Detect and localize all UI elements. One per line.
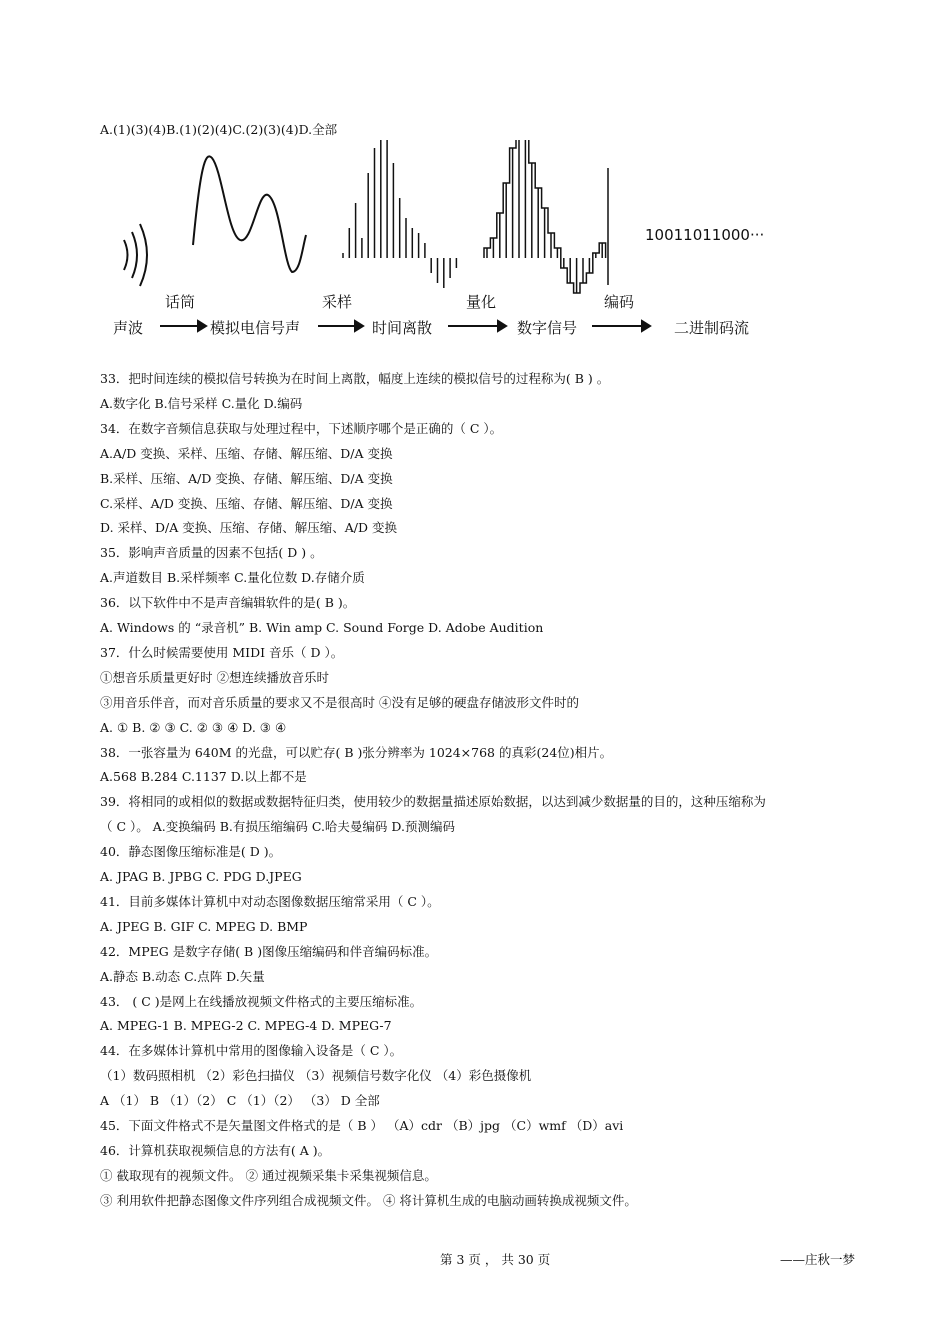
text-line: A.数字化 B.信号采样 C.量化 D.编码 — [100, 395, 303, 411]
text-line: 34．在数字音频信息获取与处理过程中，下述顺序哪个是正确的（ C ）。 — [100, 420, 503, 436]
text-line: 45．下面文件格式不是矢量图文件格式的是（ B ） （A）cdr （B）jpg （C）wmf （D）avi — [100, 1118, 624, 1133]
text-line: A.568 B.284 C.1137 D.以上都不是 — [100, 769, 307, 785]
text-line: ③用音乐伴音，而对音乐质量的要求又不是很高时 ④没有足够的硬盘存储波形文件时的 — [100, 694, 579, 710]
label-sound-wave: 声波 — [113, 319, 144, 337]
text-line: 36．以下软件中不是声音编辑软件的是( B )。 — [100, 595, 356, 611]
binary-stream-label: 10011011000··· — [645, 226, 765, 244]
text-line: A. MPEG-1 B. MPEG-2 C. MPEG-4 D. MPEG-7 — [100, 1018, 392, 1034]
header-options: A.(1)(3)(4)B.(1)(2)(4)C.(2)(3)(4)D.全部 — [100, 122, 338, 137]
text-line: ① 截取现有的视频文件。 ② 通过视频采集卡采集视频信息。 — [100, 1167, 437, 1183]
text-line: D. 采样、D/A 变换、压缩、存储、解压缩、A/D 变换 — [100, 520, 397, 536]
text-line: A （1） B （1）（2） C （1）（2） （3） D 全部 — [100, 1093, 380, 1109]
page-number: 第 3 页 ， 共 30 页 — [440, 1252, 551, 1267]
text-line: ③ 利用软件把静态图像文件序列组合成视频文件。 ④ 将计算机生成的电脑动画转换成视频文件。 — [100, 1192, 637, 1208]
text-line: 35．影响声音质量的因素不包括( D ) 。 — [100, 545, 323, 561]
text-line: 41．目前多媒体计算机中对动态图像数据压缩常采用（ C ）。 — [100, 893, 440, 909]
label-quantization: 量化 — [466, 293, 497, 311]
sampled-signal — [343, 140, 456, 288]
text-line: 38．一张容量为 640M 的光盘，可以贮存( B )张分辨率为 1024×768 的真彩(24位)相片。 — [100, 744, 613, 760]
text-line: 42．MPEG 是数字存储( B )图像压缩编码和伴音编码标准。 — [100, 943, 438, 959]
quantized-signal — [484, 140, 606, 293]
audio-digitization-diagram — [0, 140, 950, 345]
label-analog-signal: 模拟电信号声 — [210, 319, 301, 337]
analog-wave — [193, 156, 306, 272]
text-line: A.静态 B.动态 C.点阵 D.矢量 — [100, 968, 265, 984]
label-microphone: 话筒 — [165, 293, 196, 311]
text-line: （ C ）。 A.变换编码 B.有损压缩编码 C.哈夫曼编码 D.预测编码 — [100, 819, 455, 835]
text-line: 40．静态图像压缩标准是( D )。 — [100, 844, 282, 860]
text-line: ①想音乐质量更好时 ②想连续播放音乐时 — [100, 669, 329, 685]
text-line: 44．在多媒体计算机中常用的图像输入设备是（ C ）。 — [100, 1043, 403, 1059]
label-digital-signal: 数字信号 — [517, 319, 578, 337]
label-encoding: 编码 — [604, 293, 635, 311]
author-signature: ——庄秋一梦 — [780, 1252, 856, 1267]
text-line: 43． ( C )是网上在线播放视频文件格式的主要压缩标准。 — [100, 993, 423, 1009]
text-line: （1）数码照相机 （2）彩色扫描仪 （3）视频信号数字化仪 （4）彩色摄像机 — [100, 1068, 532, 1084]
text-line: A.声道数目 B.采样频率 C.量化位数 D.存储介质 — [100, 570, 365, 586]
text-line: 37．什么时候需要使用 MIDI 音乐（ D ）。 — [100, 644, 344, 660]
text-line: 39．将相同的或相似的数据或数据特征归类，使用较少的数据量描述原始数据，以达到减少数据量的目的，这种压缩称为 — [100, 794, 766, 810]
text-line: A. Windows 的 “录音机” B. Win amp C. Sound Forge D. Adobe Audition — [100, 620, 544, 635]
sound-wave-icon — [124, 224, 147, 286]
label-sampling: 采样 — [322, 293, 353, 311]
text-line: 46．计算机获取视频信息的方法有( A )。 — [100, 1142, 331, 1158]
label-binary-stream: 二进制码流 — [674, 319, 750, 337]
text-line: A.A/D 变换、采样、压缩、存储、解压缩、D/A 变换 — [100, 445, 393, 461]
text-line: 33．把时间连续的模拟信号转换为在时间上离散，幅度上连续的模拟信号的过程称为( B ) 。 — [100, 371, 610, 386]
text-line: A. JPAG B. JPBG C. PDG D.JPEG — [100, 869, 302, 884]
text-line: C.采样、A/D 变换、压缩、存储、解压缩、D/A 变换 — [100, 495, 393, 511]
text-line: A. ① B. ② ③ C. ② ③ ④ D. ③ ④ — [100, 719, 287, 735]
text-line: B.采样、压缩、A/D 变换、存储、解压缩、D/A 变换 — [100, 470, 393, 486]
audio-digitization-figure — [0, 140, 950, 345]
text-line: A. JPEG B. GIF C. MPEG D. BMP — [100, 918, 308, 934]
label-time-discrete: 时间离散 — [372, 319, 433, 337]
